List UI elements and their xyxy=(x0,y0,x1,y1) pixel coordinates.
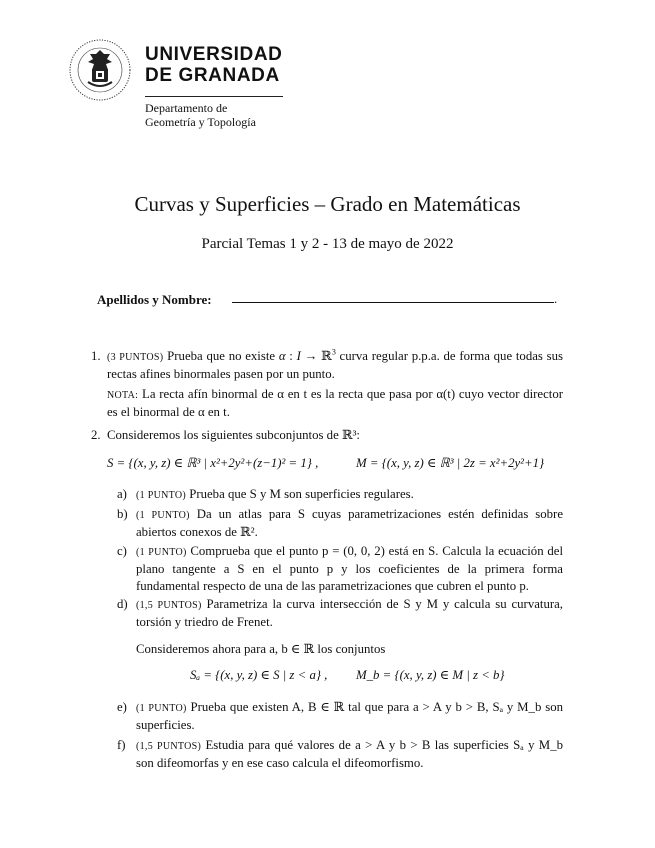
item-c-text: (1 PUNTO) Comprueba que el punto p = (0, 0, 2) está en S. Calcula la ecuación del plano tangente a S en el punto p y los coeficientes de la primera forma fundamental respecto de una de las parametrizaciones que cubren el punto p. xyxy=(136,544,563,593)
header-rule xyxy=(145,96,283,97)
item-a-label: a) xyxy=(117,487,127,501)
problem-1-note: NOTA: La recta afín binormal de α en t es la recta que pasa por α(t) cuyo vector director es el binormal de α en t. xyxy=(107,387,563,419)
item-b-text: (1 PUNTO) Da un atlas para S cuyas parametrizaciones estén definidas sobre abiertos conexos de ℝ². xyxy=(136,507,563,539)
name-line-end-dot: . xyxy=(554,291,558,306)
problem-1-number: 1. xyxy=(91,349,101,363)
department-name xyxy=(145,101,256,129)
consider-text: Consideremos ahora para a, b ∈ ℝ los conjuntos xyxy=(136,642,386,656)
item-a-text: (1 PUNTO) Prueba que S y M son superficies regulares. xyxy=(136,487,414,501)
item-d-label: d) xyxy=(117,597,128,611)
department-line1: Departamento de xyxy=(145,101,228,115)
note-label: NOTA: xyxy=(107,390,139,401)
item-c-label: c) xyxy=(117,544,127,558)
item-f-text: (1,5 PUNTOS) Estudia para qué valores de a > A y b > B las superficies Sₐ y M_b son difeomorfas y en ese caso calcula el difeomorfismo. xyxy=(136,738,563,770)
name-label: Apellidos y Nombre: xyxy=(97,292,212,307)
department-line2: Geometría y Topología xyxy=(145,115,256,129)
problem-1-statement: (3 PUNTOS) Prueba que no existe α : I → ℝ$^3$ curva regular p.p.a. de forma que todas sus rectas afines binormales pasen por un punto. xyxy=(107,347,563,381)
item-e-text: (1 PUNTO) Prueba que existen A, B ∈ ℝ tal que para a > A y b > B, Sₐ y M_b son superficies. xyxy=(136,700,563,732)
university-name-line1: UNIVERSIDAD xyxy=(145,44,283,65)
university-name xyxy=(145,44,283,86)
item-e-label: e) xyxy=(117,700,127,714)
item-f-label: f) xyxy=(117,738,126,752)
item-b-label: b) xyxy=(117,507,128,521)
university-name-line2: DE GRANADA xyxy=(145,65,280,86)
problem-2-number: 2. xyxy=(91,428,101,442)
exam-subtitle: Parcial Temas 1 y 2 - 13 de mayo de 2022 xyxy=(201,236,454,252)
formula-Sa: Sₐ = {(x, y, z) ∈ S | z < a} , xyxy=(190,668,328,682)
formula-M: M = {(x, y, z) ∈ ℝ³ | 2z = x²+2y²+1} xyxy=(356,456,545,470)
formula-S: S = {(x, y, z) ∈ ℝ³ | x²+2y²+(z−1)² = 1} , xyxy=(107,456,319,470)
name-fill-line xyxy=(232,302,554,303)
problem-2-intro: Consideremos los siguientes subconjuntos de ℝ³: xyxy=(107,428,360,442)
problem-1-points: (3 PUNTOS) xyxy=(107,352,164,363)
item-d-text: (1,5 PUNTOS) Parametriza la curva intersección de S y M y calcula su curvatura, torsión y triedro de Frenet. xyxy=(136,597,563,629)
exam-title: Curvas y Superficies – Grado en Matemáticas xyxy=(134,192,521,216)
formula-Mb: M_b = {(x, y, z) ∈ M | z < b} xyxy=(356,668,505,682)
university-seal-icon xyxy=(68,38,132,102)
